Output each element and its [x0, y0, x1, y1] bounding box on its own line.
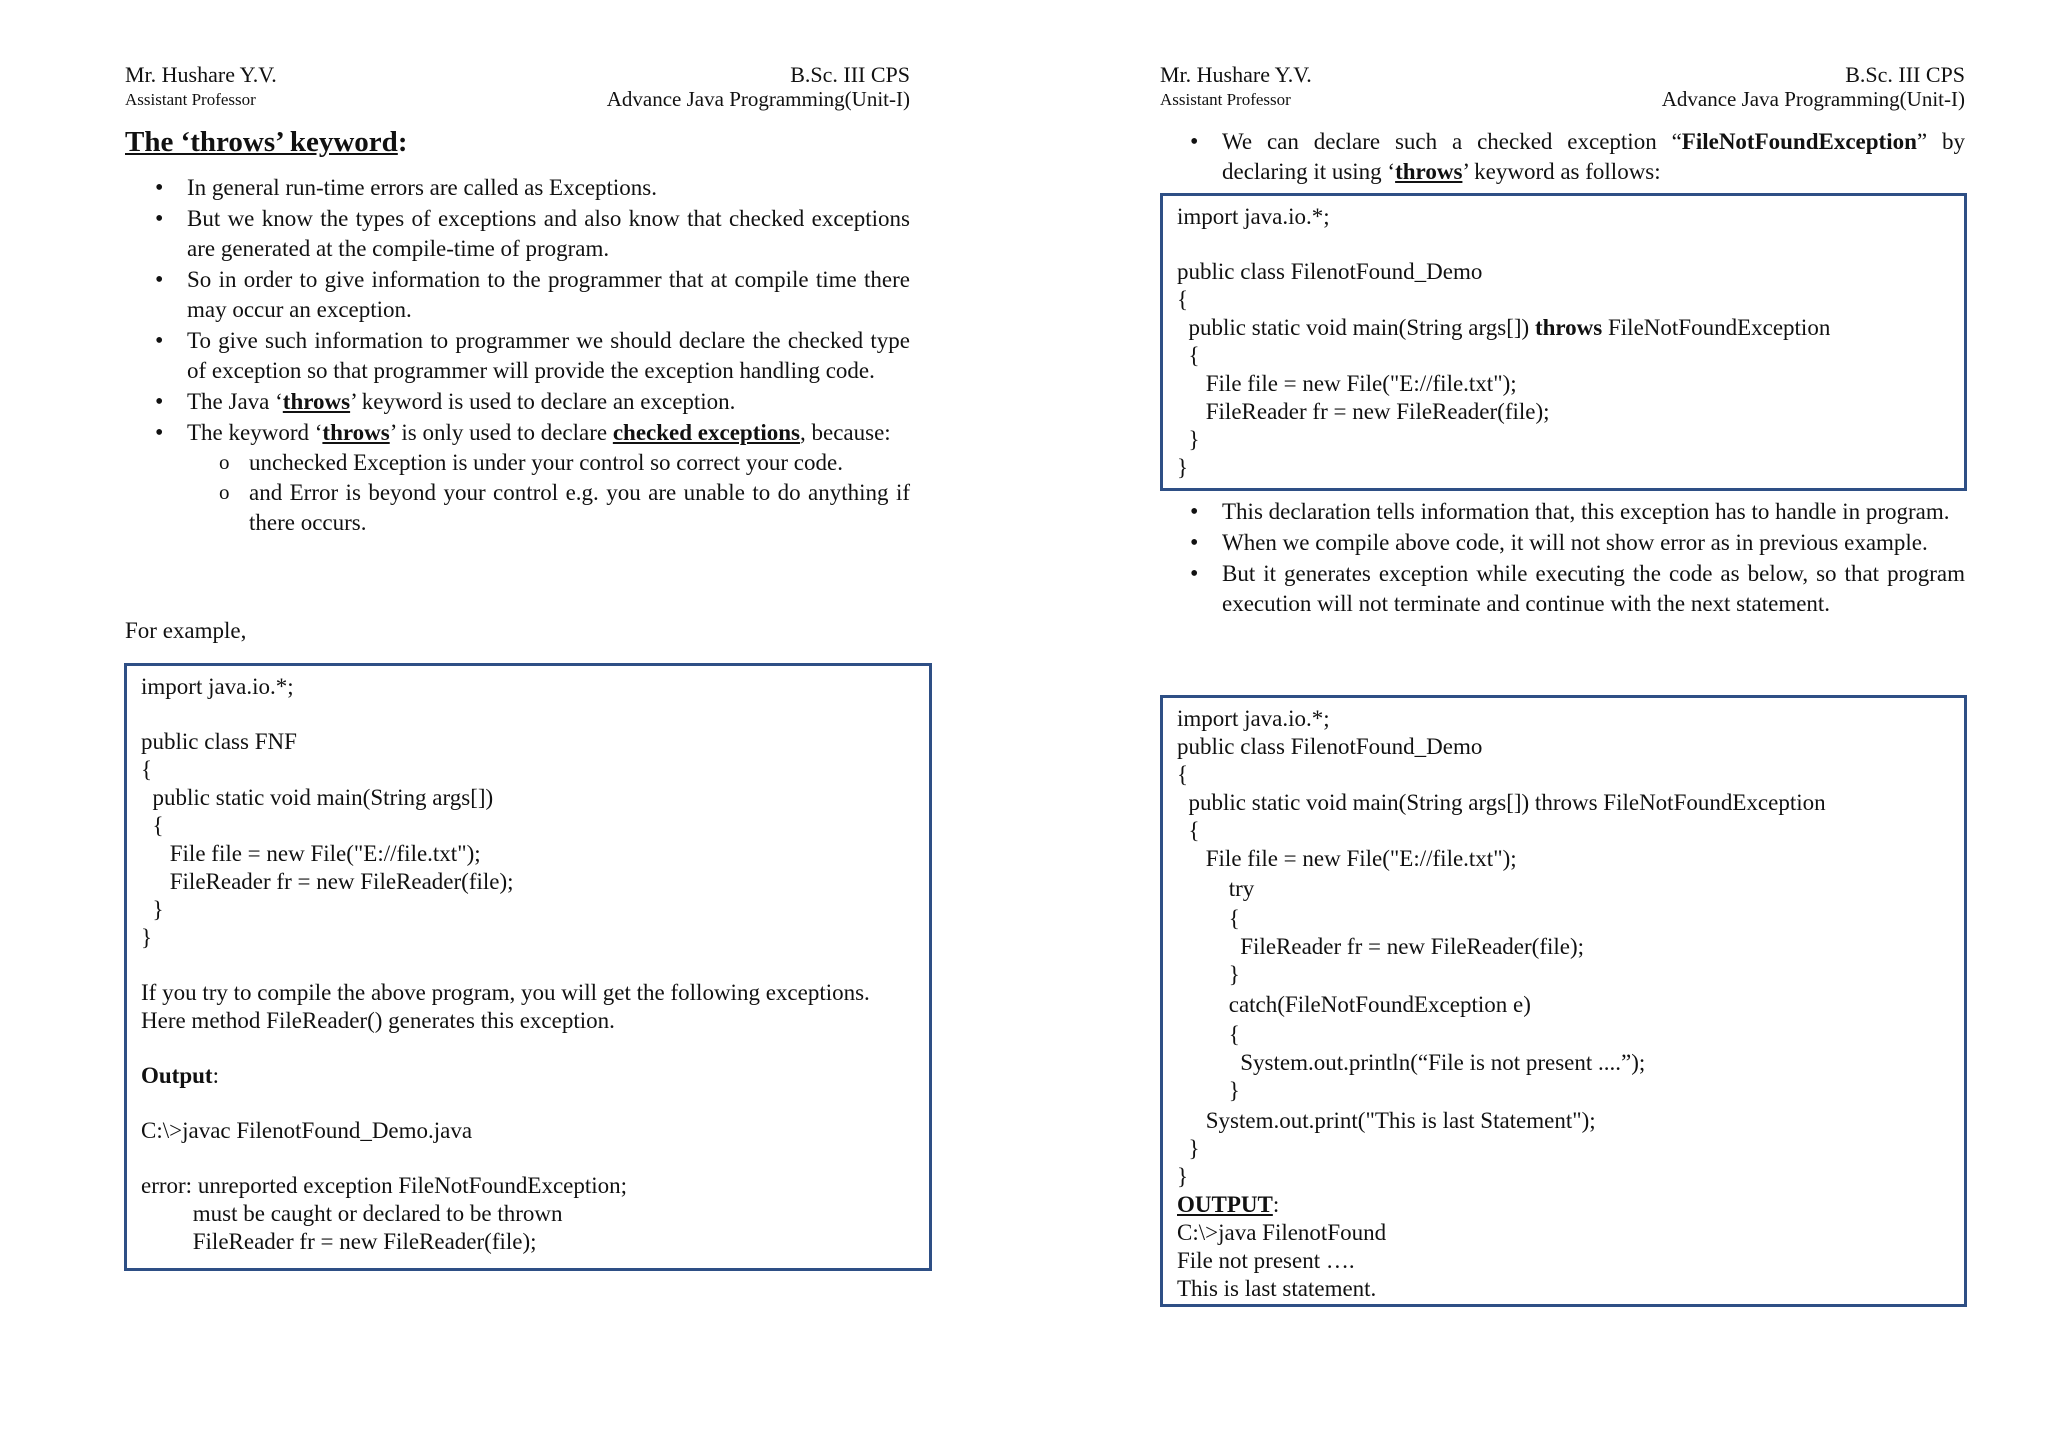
output-line: must be caught or declared to be thrown: [141, 1201, 563, 1226]
bullet-text: , because:: [800, 420, 891, 445]
list-item: [1160, 127, 1965, 187]
code-line: }: [141, 897, 164, 922]
reason-sublist: [187, 448, 910, 538]
bullet-text: To give such information to programmer we should declare the checked type of exception so that programmer will provide the exception handling code.: [187, 328, 910, 383]
code-line: }: [1177, 1078, 1240, 1103]
output-line: error: unreported exception FileNotFoundException;: [141, 1173, 628, 1198]
code-line: {: [1177, 906, 1240, 931]
code-line: {: [1177, 287, 1189, 312]
code-line: import java.io.*;: [141, 674, 294, 699]
code-line: FileReader fr = new FileReader(file);: [1177, 934, 1585, 959]
header-author: Mr. Hushare Y.V.: [1160, 62, 1312, 87]
code-line: [1177, 314, 1950, 342]
code-line: try: [1177, 876, 1255, 901]
header-author: Mr. Hushare Y.V.: [125, 62, 277, 87]
code-text: FileNotFoundException: [1602, 315, 1831, 340]
bullet-text: The Java ‘: [187, 389, 283, 414]
code-line: public class FilenotFound_Demo: [1177, 259, 1483, 284]
throws-keyword: throws: [282, 389, 351, 414]
compile-note: If you try to compile the above program, you will get the following exceptions.: [141, 980, 870, 1005]
code-line: public class FNF: [141, 729, 297, 754]
exception-keyword: FileNotFoundException: [1681, 129, 1917, 154]
code-line: public static void main(String args[]) throws FileNotFoundException: [1177, 790, 1826, 815]
output-line: C:\>javac FilenotFound_Demo.java: [141, 1118, 473, 1143]
output-colon: :: [1272, 1192, 1280, 1217]
bullet-text: ’ keyword is used to declare an exception.: [350, 389, 736, 414]
output-line: FileReader fr = new FileReader(file);: [141, 1229, 537, 1254]
header-course: B.Sc. III CPS: [1845, 62, 1965, 87]
code-line: {: [1177, 343, 1200, 368]
bullet-text: ’ keyword as follows:: [1462, 159, 1661, 184]
code-line: File file = new File("E://file.txt");: [141, 841, 481, 866]
code-line: }: [141, 925, 153, 950]
header-designation: Assistant Professor: [125, 90, 256, 109]
throws-keyword: throws: [1534, 315, 1603, 340]
list-item: • When we compile above code, it will not show error as in previous example.: [1160, 528, 1965, 558]
header-designation: Assistant Professor: [1160, 90, 1291, 109]
code-line: }: [1177, 1164, 1189, 1189]
header-subject: Advance Java Programming(Unit-I): [1661, 87, 1965, 111]
bullet-text: But we know the types of exceptions and also know that checked exceptions are generated at the compile-time of program.: [187, 206, 910, 261]
bullet-text: We can declare such a checked exception “: [1222, 129, 1682, 154]
code-line: {: [1177, 762, 1189, 787]
output-colon: :: [212, 1063, 219, 1088]
code-line: import java.io.*;: [1177, 204, 1330, 229]
right-page: [1024, 0, 2048, 1448]
code-line: {: [1177, 818, 1200, 843]
output-heading: [141, 1062, 915, 1090]
fnf-code-box: [124, 663, 932, 1271]
bullet-text: In general run-time errors are called as Exceptions.: [187, 175, 658, 200]
list-item: [125, 265, 910, 325]
code-line: }: [1177, 962, 1240, 987]
try-catch-code-box: [1160, 695, 1967, 1307]
list-item: [125, 387, 910, 417]
section-title-colon: :: [397, 126, 408, 158]
sub-list-item: o and Error is beyond your control e.g. you are unable to do anything if there occurs.: [187, 478, 910, 538]
bullet-text: ” by declaring it using ‘: [1222, 129, 1965, 184]
code-line: {: [141, 757, 153, 782]
for-example-label: For example,: [125, 618, 247, 643]
list-item: [125, 326, 910, 386]
list-item: • But it generates exception while executing the code as below, so that program execution will not terminate and continue with the next statement.: [1160, 559, 1965, 619]
header-course: B.Sc. III CPS: [790, 62, 910, 87]
output-line: File not present ….: [1177, 1248, 1355, 1273]
output-line: C:\>java FilenotFound: [1177, 1220, 1387, 1245]
list-item: [125, 204, 910, 264]
code-line: File file = new File("E://file.txt");: [1177, 371, 1517, 396]
code-line: catch(FileNotFoundException e): [1177, 992, 1531, 1017]
bullet-text: The keyword ‘: [187, 420, 323, 445]
header-subject: Advance Java Programming(Unit-I): [606, 87, 910, 111]
code-line: import java.io.*;: [1177, 706, 1330, 731]
code-line: }: [1177, 455, 1189, 480]
list-item: • This declaration tells information that, this exception has to handle in program.: [1160, 497, 1965, 527]
code-line: public class FilenotFound_Demo: [1177, 734, 1483, 759]
code-line: }: [1177, 427, 1200, 452]
checked-exceptions-keyword: checked exceptions: [612, 420, 801, 445]
code-line: File file = new File("E://file.txt");: [1177, 846, 1517, 871]
code-line: System.out.print("This is last Statement");: [1177, 1108, 1596, 1133]
code-line: {: [141, 813, 164, 838]
sub-list-item: o unchecked Exception is under your control so correct your code.: [187, 448, 910, 478]
output-label: Output: [141, 1063, 213, 1088]
list-item: [125, 173, 910, 203]
section-title: [125, 126, 407, 159]
throws-bullet-list: [125, 173, 910, 539]
bullet-text: So in order to give information to the programmer that at compile time there may occur an exception.: [187, 267, 910, 322]
code-line: FileReader fr = new FileReader(file);: [141, 869, 514, 894]
throws-demo-code-box: [1160, 193, 1967, 491]
code-text: public static void main(String args[]): [1177, 315, 1535, 340]
list-item: [125, 418, 910, 538]
code-line: }: [1177, 1136, 1200, 1161]
code-line: {: [1177, 1022, 1240, 1047]
compile-note: Here method FileReader() generates this exception.: [141, 1008, 615, 1033]
output-label: OUTPUT: [1177, 1192, 1273, 1217]
intro-bullet-list: [1160, 127, 1965, 188]
explanation-bullet-list: [1160, 497, 1965, 620]
output-line: This is last statement.: [1177, 1276, 1377, 1301]
code-line: public static void main(String args[]): [141, 785, 494, 810]
code-line: System.out.println(“File is not present ....”);: [1177, 1050, 1646, 1075]
section-title-text: The ‘throws’ keyword: [125, 126, 398, 158]
output-heading: [1177, 1191, 1950, 1219]
throws-keyword: throws: [322, 420, 390, 445]
code-line: FileReader fr = new FileReader(file);: [1177, 399, 1550, 424]
bullet-text: ’ is only used to declare: [389, 420, 613, 445]
throws-keyword: throws: [1395, 159, 1463, 184]
